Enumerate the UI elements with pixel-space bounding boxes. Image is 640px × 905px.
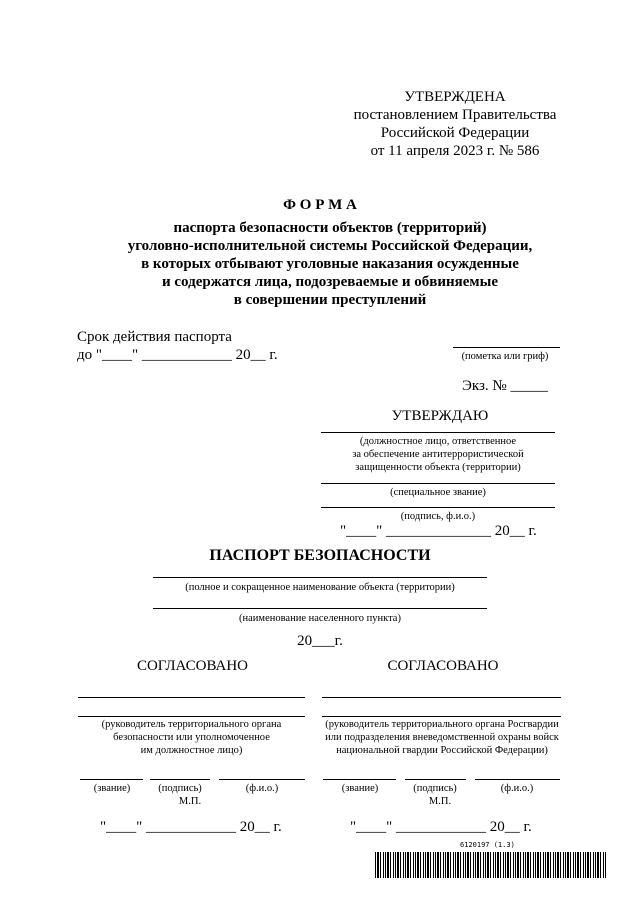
- agreed-left-stamp: М.П.: [178, 796, 202, 807]
- approval-decree: постановлением Правительства: [353, 107, 557, 123]
- mark-line: [453, 347, 560, 348]
- form-subtitle-line: и содержатся лица, подозреваемые и обвиняемые: [161, 274, 499, 290]
- form-subtitle: [90, 219, 570, 309]
- official-label-line: защищенности объекта (территории): [355, 462, 521, 473]
- form-subtitle-line: уголовно-исполнительной системы Российской Федерации,: [127, 238, 533, 254]
- barcode-text: 6120197 (1.3): [460, 841, 515, 849]
- approve-date: "____" ______________ 20__ г.: [340, 523, 537, 539]
- rank-line: [321, 483, 555, 484]
- agreed-left-rank-line: [80, 779, 143, 780]
- barcode: [375, 852, 607, 878]
- locality-line: [153, 608, 487, 609]
- agreed-right-signature: (подпись): [413, 783, 457, 794]
- agreed-right-label-line: национальной гвардии Российской Федерации): [336, 745, 548, 756]
- agreed-right-label: [312, 718, 572, 757]
- form-subtitle-line: в которых отбывают уголовные наказания осужденные: [141, 256, 519, 272]
- agreed-left-sign-line: [150, 779, 210, 780]
- agreed-left-rank: (звание): [93, 783, 131, 794]
- agreed-right-rank: (звание): [341, 783, 379, 794]
- agreed-right-heading: СОГЛАСОВАНО: [387, 658, 499, 674]
- agreed-left-line: [78, 716, 305, 717]
- validity-label: Срок действия паспорта: [77, 329, 232, 345]
- official-line: [321, 432, 555, 433]
- agreed-right-sign-line: [405, 779, 466, 780]
- form-subtitle-line: паспорта безопасности объектов (территорий): [173, 220, 487, 236]
- form-title: Ф О Р М А: [283, 197, 357, 213]
- agreed-right-label-line: (руководитель территориального органа Росгвардии: [325, 719, 559, 730]
- copy-number: Экз. № _____: [462, 378, 548, 394]
- agreed-right-line: [322, 697, 561, 698]
- passport-year: 20___г.: [297, 633, 343, 649]
- validity-block: [77, 328, 337, 364]
- agreed-left-name-line: [219, 779, 305, 780]
- approval-date: от 11 апреля 2023 г. № 586: [370, 143, 540, 159]
- agreed-left-heading: СОГЛАСОВАНО: [136, 658, 249, 674]
- agreed-right-stamp: М.П.: [428, 796, 452, 807]
- agreed-right-name-line: [475, 779, 560, 780]
- signature-line: [321, 507, 555, 508]
- passport-title: ПАСПОРТ БЕЗОПАСНОСТИ: [209, 547, 431, 564]
- approval-block: [330, 88, 580, 160]
- locality-label: (наименование населенного пункта): [239, 613, 401, 624]
- form-subtitle-line: в совершении преступлений: [233, 292, 427, 308]
- agreed-left-label: [70, 718, 313, 757]
- agreed-left-label-line: (руководитель территориального органа: [101, 719, 282, 730]
- agreed-right-name: (ф.и.о.): [500, 783, 534, 794]
- official-label: [318, 435, 558, 474]
- approval-authority: Российской Федерации: [380, 125, 530, 141]
- object-name-line: [153, 577, 487, 578]
- mark-label: (пометка или гриф): [461, 351, 549, 362]
- rank-label: (специальное звание): [390, 487, 486, 498]
- validity-date: до "____" ____________ 20__ г.: [77, 347, 278, 363]
- agreed-left-label-line: безопасности или уполномоченное: [113, 732, 270, 743]
- approve-heading: УТВЕРЖДАЮ: [391, 408, 489, 424]
- agreed-right-date: "____" ____________ 20__ г.: [350, 819, 532, 835]
- official-label-line: (должностное лицо, ответственное: [359, 436, 517, 447]
- approval-title: УТВЕРЖДЕНА: [404, 89, 506, 105]
- official-label-line: за обеспечение антитеррористической: [352, 449, 524, 460]
- agreed-left-line: [78, 697, 305, 698]
- agreed-left-name: (ф.и.о.): [245, 783, 279, 794]
- agreed-right-rank-line: [323, 779, 396, 780]
- agreed-left-date: "____" ____________ 20__ г.: [100, 819, 282, 835]
- agreed-right-line: [322, 716, 561, 717]
- agreed-right-label-line: или подразделения вневедомственной охраны войск: [325, 732, 559, 743]
- object-name-label: (полное и сокращенное наименование объекта (территории): [185, 582, 455, 593]
- signature-label: (подпись, ф.и.о.): [400, 511, 476, 522]
- agreed-left-signature: (подпись): [158, 783, 202, 794]
- agreed-left-label-line: им должностное лицо): [140, 745, 243, 756]
